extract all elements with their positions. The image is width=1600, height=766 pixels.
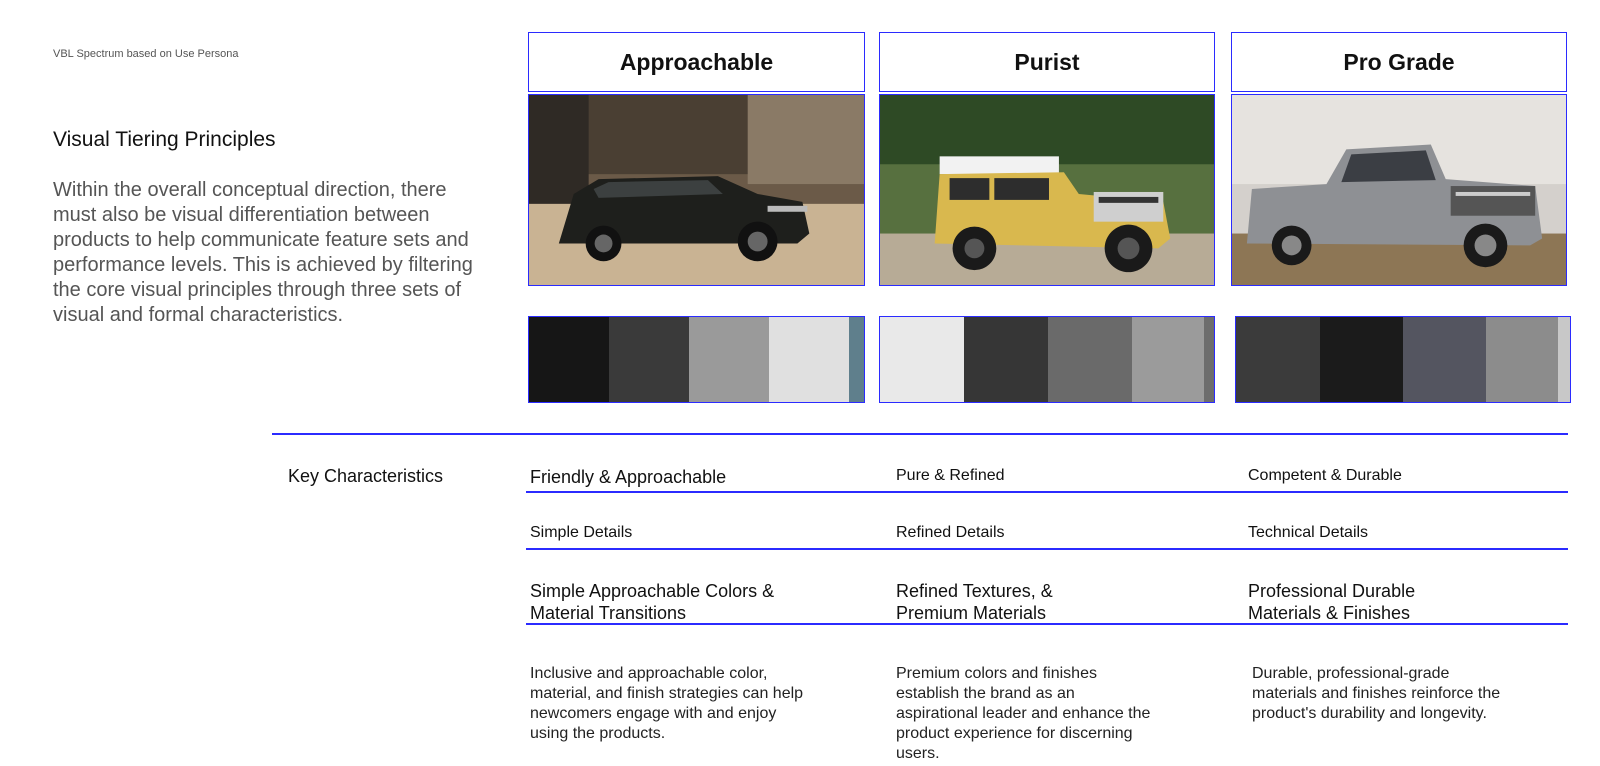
swatch-chip xyxy=(1403,317,1486,402)
swatch-chip xyxy=(1558,317,1570,402)
swatch-chip xyxy=(689,317,769,402)
vehicle-photo-purist xyxy=(879,94,1215,286)
vehicle-photo-approachable xyxy=(528,94,865,286)
swatch-chip xyxy=(529,317,609,402)
swatch-chip xyxy=(964,317,1048,402)
materials-pro-grade: Professional Durable Materials & Finishes xyxy=(1248,581,1416,623)
details-approachable: Simple Details xyxy=(530,524,633,541)
swatch-chip xyxy=(1204,317,1214,402)
key-characteristics-label: Key Characteristics xyxy=(288,466,444,486)
swatch-chip xyxy=(880,317,964,402)
column-title-approachable: Approachable xyxy=(528,32,865,92)
description-approachable: Inclusive and approachable color, material, and finish strategies can help newcomers engage with and enjoy using the products. xyxy=(530,665,804,742)
swatch-chip xyxy=(609,317,689,402)
slide-caption: VBL Spectrum based on Use Persona xyxy=(53,48,239,60)
swatch-chip xyxy=(1048,317,1132,402)
material-swatch-approachable xyxy=(528,316,865,403)
materials-purist: Refined Textures, & Premium Materials xyxy=(896,581,1053,623)
intro-paragraph: Within the overall conceptual direction, there must also be visual differentiation between products to help communicate feature sets and performance levels. This is achieved by filtering the core visual principles through three sets of visual and formal characteristics. xyxy=(53,179,473,326)
row-divider xyxy=(526,548,1568,550)
description-purist: Premium colors and finishes establish the brand as an aspirational leader and enhance the product experience for discerning users. xyxy=(896,665,1151,762)
material-swatch-purist xyxy=(879,316,1215,403)
swatch-chip xyxy=(1236,317,1320,402)
characteristic-pro-grade: Competent & Durable xyxy=(1248,467,1402,484)
section-divider xyxy=(272,433,1568,435)
description-pro-grade: Durable, professional-grade materials and finishes reinforce the product's durability and longevity. xyxy=(1252,665,1501,722)
material-swatch-pro-grade xyxy=(1235,316,1571,403)
swatch-chip xyxy=(1320,317,1403,402)
details-pro-grade: Technical Details xyxy=(1248,524,1369,541)
column-title-pro-grade: Pro Grade xyxy=(1231,32,1567,92)
materials-approachable: Simple Approachable Colors & Material Transitions xyxy=(530,581,775,623)
characteristic-approachable: Friendly & Approachable xyxy=(530,467,727,487)
swatch-chip xyxy=(849,317,864,402)
swatch-chip xyxy=(1486,317,1558,402)
vehicle-photo-pro-grade xyxy=(1231,94,1567,286)
characteristic-purist: Pure & Refined xyxy=(896,467,1005,484)
column-title-purist: Purist xyxy=(879,32,1215,92)
section-heading: Visual Tiering Principles xyxy=(53,128,276,151)
swatch-chip xyxy=(769,317,849,402)
row-divider xyxy=(526,491,1568,493)
swatch-chip xyxy=(1132,317,1204,402)
details-purist: Refined Details xyxy=(896,524,1005,541)
